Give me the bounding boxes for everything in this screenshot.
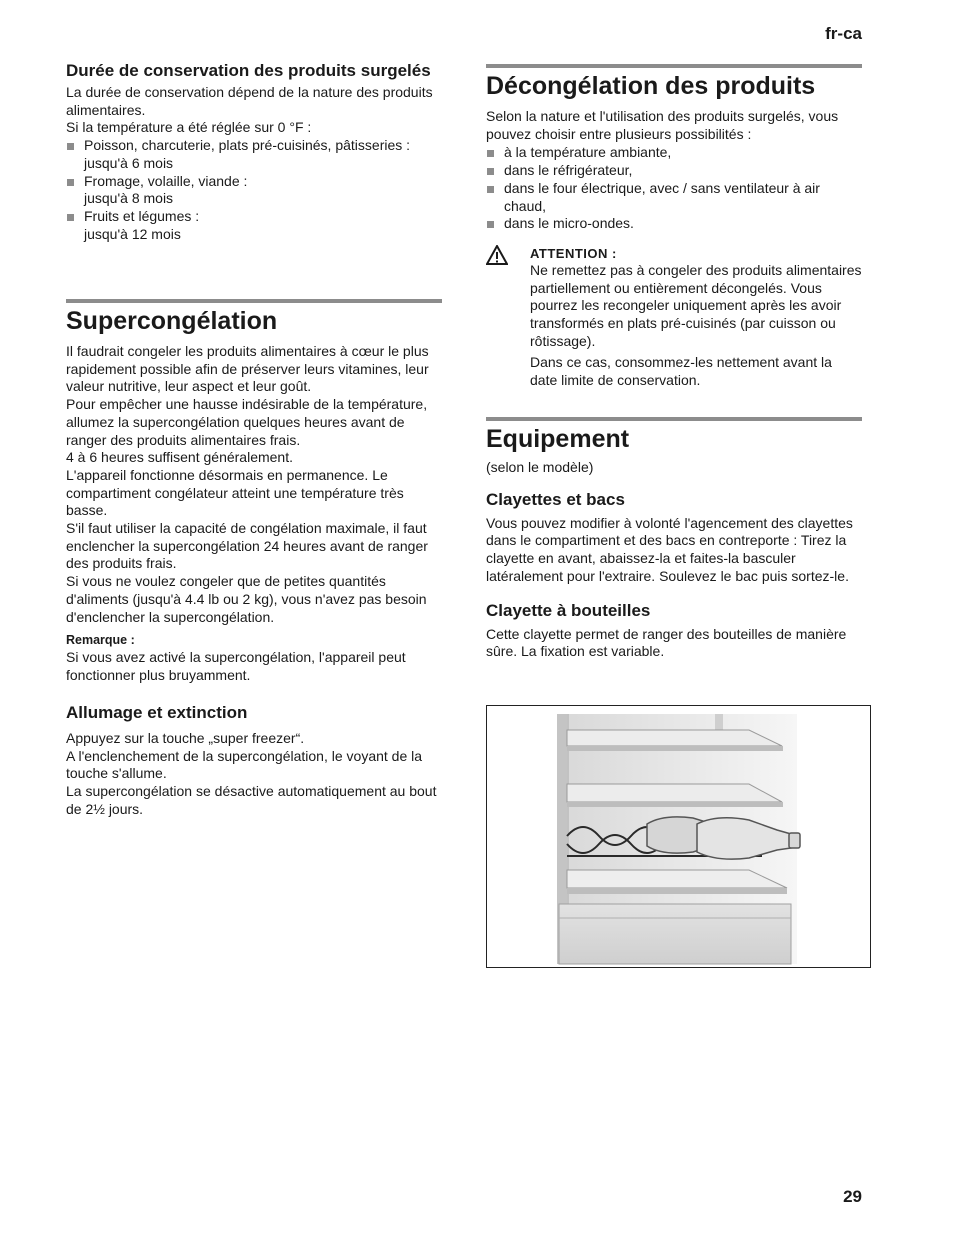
list-item: dans le four électrique, avec / sans ventilateur à air chaud, (486, 180, 862, 215)
supercongelation-heading: Supercongélation (66, 307, 278, 335)
bouteilles-heading: Clayette à bouteilles (486, 600, 651, 620)
allumage-heading: Allumage et extinction (66, 703, 248, 722)
allumage-section (66, 702, 442, 819)
decongelation-list (486, 144, 862, 233)
bottle-rack-drawing (487, 706, 870, 967)
list-item: dans le micro-ondes. (486, 215, 862, 233)
clayettes-text: Vous pouvez modifier à volonté l'agencement des clayettes dans le compartiment et des bacs en contreporte : Tirez la clayette en avant, abaissez-la et faites-la basculer latéralement pour l'extraire. Soulevez le bac puis sortez-le. (486, 514, 853, 584)
list-item: dans le réfrigérateur, (486, 162, 862, 180)
attention-text: Ne remettez pas à congeler des produits alimentaires partiellement ou entièrement décongelés. Vous pourrez les recongeler uniquement après les avoir transformés en plats pré-cuisinés (par cuisson ou rôtissage). (530, 261, 862, 349)
clayettes-heading: Clayettes et bacs (486, 489, 625, 509)
language-code: fr-ca (825, 24, 862, 43)
paragraph: La supercongélation se désactive automatiquement au bout de 2½ jours. (66, 783, 437, 817)
list-item: Fromage, volaille, viande : jusqu'à 8 mois (66, 173, 442, 208)
decongelation-heading: Décongélation des produits (486, 72, 816, 100)
list-item: Poisson, charcuterie, plats pré-cuisinés, pâtisseries : jusqu'à 6 mois (66, 137, 442, 172)
warning-icon (486, 245, 508, 270)
attention-block (486, 245, 862, 390)
page-number: 29 (843, 1187, 862, 1206)
equipement-subtitle: (selon le modèle) (486, 459, 594, 475)
paragraph: Il faudrait congeler les produits alimentaires à cœur le plus rapidement possible afin de préserver leurs vitamines, leur valeur nutritive, leur aspect et leur goût. (66, 343, 429, 395)
paragraph: L'appareil fonctionne désormais en permanence. Le compartiment congélateur atteint une température très basse. (66, 466, 404, 519)
section-divider (486, 64, 862, 68)
supercongelation-section (66, 306, 442, 685)
list-item: à la température ambiante, (486, 144, 862, 162)
storage-condition: Si la température a été réglée sur 0 °F : (66, 119, 312, 136)
storage-duration-heading: Durée de conservation des produits surgelés (66, 61, 431, 80)
paragraph: Si vous ne voulez congeler que de petites quantités d'aliments (jusqu'à 4.4 lb ou 2 kg), vous n'avez pas besoin d'enclencher la supercongélation. (66, 573, 427, 625)
paragraph: S'il faut utiliser la capacité de congélation maximale, il faut enclencher la supercongélation 24 heures avant de ranger des produits frais. (66, 520, 428, 572)
paragraph: Appuyez sur la touche „super freezer“. (66, 730, 305, 746)
bottle-rack-illustration (486, 705, 871, 968)
section-divider (66, 299, 442, 303)
decongelation-intro: Selon la nature et l'utilisation des produits surgelés, vous pouvez choisir entre plusieurs possibilités : (486, 108, 839, 142)
paragraph: Pour empêcher une hausse indésirable de la température, allumez la supercongélation quelques heures avant de ranger des produits alimentaires frais. (66, 396, 428, 448)
remark-label: Remarque : (66, 633, 135, 648)
bouteilles-text: Cette clayette permet de ranger des bouteilles de manière sûre. La fixation est variable. (486, 625, 847, 660)
section-divider (486, 417, 862, 421)
list-item: Fruits et légumes : jusqu'à 12 mois (66, 208, 442, 243)
attention-text-2: Dans ce cas, consommez-les nettement avant la date limite de conservation. (530, 354, 832, 389)
paragraph: 4 à 6 heures suffisent généralement. (66, 449, 294, 466)
storage-intro: La durée de conservation dépend de la nature des produits alimentaires. (66, 84, 433, 118)
attention-label: ATTENTION : (530, 245, 617, 261)
paragraph: A l'enclenchement de la supercongélation, le voyant de la touche s'allume. (66, 747, 423, 782)
storage-duration-section (66, 60, 442, 243)
storage-list (66, 137, 442, 243)
remark-text: Si vous avez activé la supercongélation, l'appareil peut fonctionner plus bruyamment. (66, 649, 406, 683)
decongelation-section (486, 71, 862, 390)
equipement-section (486, 424, 862, 661)
equipement-heading: Equipement (486, 425, 630, 453)
